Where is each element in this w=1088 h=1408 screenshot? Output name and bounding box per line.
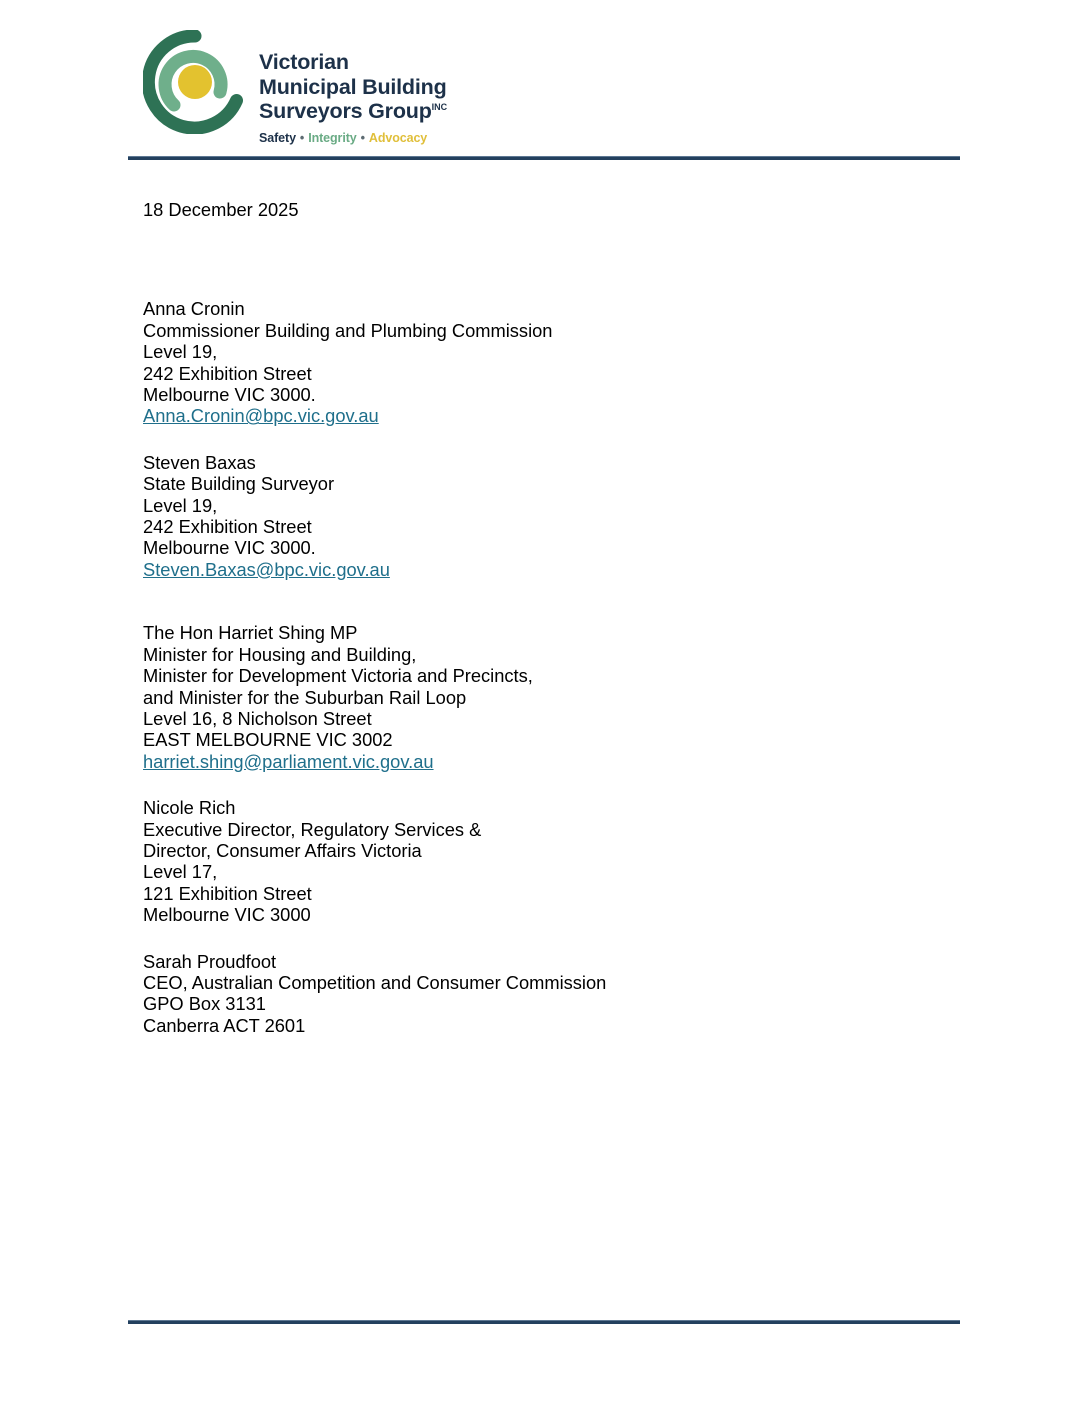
tagline-word-integrity: Integrity [308,130,357,145]
spacer-after-date [143,220,963,298]
recipient-name: The Hon Harriet Shing MP [143,622,358,644]
tagline-word-advocacy: Advocacy [368,130,428,145]
wordmark-line-3 [259,99,447,124]
recipient-email-row [143,559,963,580]
recipient-address-line: Level 16, 8 Nicholson Street [143,707,372,729]
recipient-email-row [143,405,963,426]
recipient-title-2: Director, Consumer Affairs Victoria [143,839,422,861]
recipient-title: State Building Surveyor [143,473,335,495]
recipient-block [143,452,963,580]
date-text: 18 December 2025 [143,199,299,220]
letter-body [143,199,963,1036]
logo-tagline [259,131,447,145]
wordmark-inc-suffix: INC [431,101,448,112]
recipient-address-line: Melbourne VIC 3000. [143,537,316,559]
spacer-between-recipients [143,772,963,797]
recipient-block [143,951,963,1037]
recipient-email-row [143,751,963,772]
recipient-title-3: and Minister for the Suburban Rail Loop [143,686,467,708]
recipient-email-link[interactable]: Steven.Baxas@bpc.vic.gov.au [143,558,390,580]
recipient-address-line: Canberra ACT 2601 [143,1014,306,1036]
letter-date [143,199,963,220]
recipient-title-2: Minister for Development Victoria and Precincts, [143,665,533,687]
recipient-address-line: Level 19, [143,341,218,363]
wordmark-line-3-text: Surveyors Group [259,99,432,123]
recipient-title: Executive Director, Regulatory Services & [143,818,482,840]
recipient-address-line: GPO Box 3131 [143,993,266,1015]
header-divider-rule [128,156,960,160]
letterhead [143,30,447,145]
wordmark-line-2: Municipal Building [259,74,447,99]
recipient-block [143,622,963,772]
recipient-address-line: 242 Exhibition Street [143,362,312,384]
tagline-separator-2: • [360,130,365,145]
vmbsg-circular-logo [143,30,247,134]
spacer-between-recipients [143,580,963,622]
recipient-name: Steven Baxas [143,451,256,473]
recipient-address-line: Level 17, [143,861,218,883]
recipient-name: Nicole Rich [143,797,236,819]
recipient-address-line: 242 Exhibition Street [143,516,312,538]
recipient-address-line: Level 19, [143,494,218,516]
recipient-title: CEO, Australian Competition and Consumer Commission [143,971,607,993]
footer-divider-rule [128,1320,960,1324]
recipient-name: Anna Cronin [143,298,245,320]
recipient-address-line: EAST MELBOURNE VIC 3002 [143,729,393,751]
spacer-between-recipients [143,926,963,951]
recipient-block [143,298,963,426]
tagline-separator-1: • [299,130,305,145]
recipient-email-link[interactable]: harriet.shing@parliament.vic.gov.au [143,750,434,772]
recipient-name: Sarah Proudfoot [143,950,277,972]
recipient-address-line: 121 Exhibition Street [143,882,312,904]
spacer-between-recipients [143,427,963,452]
recipient-title: Commissioner Building and Plumbing Commission [143,319,553,341]
recipient-title: Minister for Housing and Building, [143,643,417,665]
tagline-word-safety: Safety [259,130,296,145]
recipient-email-link[interactable]: Anna.Cronin@bpc.vic.gov.au [143,405,379,427]
recipient-address-line: Melbourne VIC 3000 [143,904,311,926]
recipient-address-line: Melbourne VIC 3000. [143,384,316,406]
logo-wordmark [259,30,447,145]
wordmark-line-1: Victorian [259,50,349,74]
recipient-block [143,797,963,925]
